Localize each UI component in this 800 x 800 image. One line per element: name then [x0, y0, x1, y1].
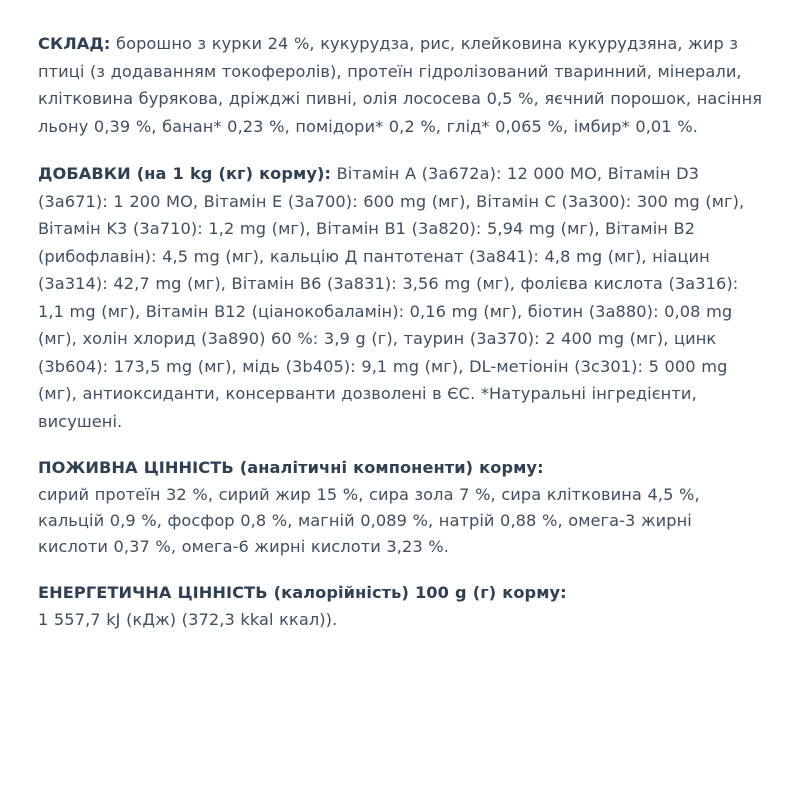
additives-block: [38, 160, 766, 435]
energy-block: [38, 580, 766, 632]
composition-block: [38, 30, 766, 140]
energy-heading: ЕНЕРГЕТИЧНА ЦІННІСТЬ (калорійність) 100 g (г) корму:: [38, 583, 567, 603]
nutrition-block: [38, 455, 766, 560]
energy-paragraph: [38, 580, 766, 632]
composition-heading: СКЛАД:: [38, 34, 111, 53]
nutrition-text: сирий протеїн 32 %, сирий жир 15 %, сира зола 7 %, сира клітковина 4,5 %, кальцій 0,9 %, фосфор 0,8 %, магній 0,089 %, натрій 0,88 %, омега-3 жирні кислоти 0,37 %, омега-6 жирні кислоти 3,23 %.: [38, 484, 700, 557]
additives-heading: ДОБАВКИ (на 1 kg (кг) корму):: [38, 164, 332, 184]
nutrition-heading: ПОЖИВНА ЦІННІСТЬ (аналітичні компоненти) корму:: [38, 458, 544, 478]
additives-paragraph: [38, 160, 766, 435]
energy-text: 1 557,7 kJ (кДж) (372,3 kkal ккал)).: [38, 609, 338, 629]
additives-text: Вітамін A (3а672а): 12 000 МО, Вітамін D3 (3а671): 1 200 МО, Вітамін E (3а700): 600 mg (мг), Вітамін C (3а300): 300 mg (мг), Вітамін K3 (3а710): 1,2 mg (мг), Вітамін B1 (3а820): 5,94 mg (мг), Вітамін B2 (рибофлавін): 4,5 mg (мг), кальцію Д пантотенат (3а841): 4,8 mg (мг), ніацин (3а314): 42,7 mg (мг), Вітамін B6 (3а831): 3,56 mg (мг), фолієва кислота (3а316): 1,1 mg (мг), Вітамін B12 (ціанокобаламін): 0,16 mg (мг), біотин (3а880): 0,08 mg (мг), холін хлорид (3а890) 60 %: 3,9 g (г), таурин (3а370): 2 400 mg (мг), цинк (3b604): 173,5 mg (мг), мідь (3b405): 9,1 mg (мг), DL-метіонін (3c301): 5 000 mg (мг), антиоксиданти, консерванти дозволені в ЄС. *Натуральні інгредієнти, висушені.: [38, 164, 745, 431]
composition-paragraph: [38, 30, 766, 140]
composition-text: борошно з курки 24 %, кукурудза, рис, клейковина кукурудзяна, жир з птиці (з додаванням токоферолів), протеїн гідролізований тваринний, мінерали, клітковина бурякова, дріжджі пивні, олія лососева 0,5 %, яєчний порошок, насіння льону 0,39 %, банан* 0,23 %, помідори* 0,2 %, глід* 0,065 %, імбир* 0,01 %.: [38, 34, 763, 136]
nutrition-paragraph: [38, 455, 766, 560]
